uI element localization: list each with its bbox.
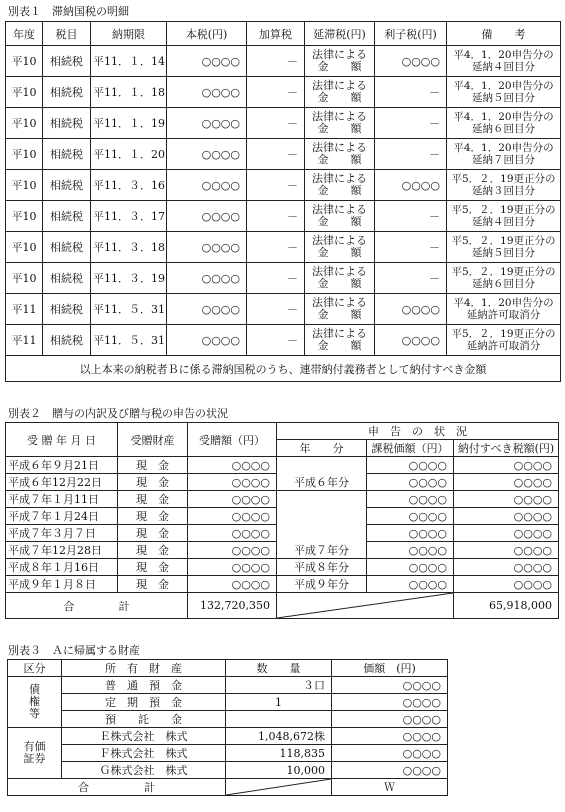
gift-property: 現 金 (118, 559, 188, 576)
gift-amount: ○○○○ (188, 491, 277, 508)
row-year: 平10 (6, 170, 43, 201)
row-delinquency-tax: 法律による 金 額 (305, 232, 375, 263)
row-due-date: 平11．１．19 (91, 108, 167, 139)
row-delinquency-tax: 法律による 金 額 (305, 139, 375, 170)
table-row (8, 711, 448, 728)
row-interest-tax: ○○○○ (375, 170, 447, 201)
row-interest-tax: － (375, 232, 447, 263)
total-diagonal-cell (277, 593, 454, 619)
header-year: 年度 (6, 22, 43, 46)
table-row (6, 139, 561, 170)
table-row (6, 108, 561, 139)
table-row (8, 745, 448, 762)
table-row (6, 170, 561, 201)
table1-caption: 別表１ 滞納国税の明細 (8, 5, 129, 18)
property-quantity: 1 (226, 694, 332, 711)
taxable-value: ○○○○ (367, 474, 454, 491)
table-row (6, 491, 559, 508)
gift-breakdown-table (5, 422, 559, 619)
property-value: ○○○○ (332, 711, 448, 728)
header-delinquency-tax: 延滞税(円) (305, 22, 375, 46)
gift-property: 現 金 (118, 508, 188, 525)
gift-property: 現 金 (118, 542, 188, 559)
row-additional-tax: － (247, 139, 305, 170)
gift-property: 現 金 (118, 457, 188, 474)
row-remarks: 平4．1．20申告分の 延納５回目分 (447, 77, 561, 108)
diagonal-line (277, 593, 453, 618)
row-interest-tax: － (375, 139, 447, 170)
row-additional-tax: － (247, 77, 305, 108)
row-due-date: 平11．５．31 (91, 294, 167, 325)
table-row (6, 294, 561, 325)
property-value: ○○○○ (332, 745, 448, 762)
total-tax-payable: 65,918,000 (454, 593, 559, 619)
row-additional-tax: － (247, 232, 305, 263)
header-principal-tax: 本税(円) (167, 22, 247, 46)
taxable-value: ○○○○ (367, 559, 454, 576)
header-tax-item: 税目 (43, 22, 91, 46)
row-due-date: 平11．３．17 (91, 201, 167, 232)
gift-property: 現 金 (118, 576, 188, 593)
gift-property: 現 金 (118, 474, 188, 491)
table1-header-row (6, 22, 561, 46)
category-claims: 債 権 等 (8, 677, 62, 728)
row-additional-tax: － (247, 46, 305, 77)
table-row (8, 677, 448, 694)
row-delinquency-tax: 法律による 金 額 (305, 170, 375, 201)
row-tax-item: 相続税 (43, 263, 91, 294)
property-name: 普 通 預 金 (62, 677, 226, 694)
row-tax-item: 相続税 (43, 108, 91, 139)
row-year: 平10 (6, 108, 43, 139)
gift-property: 現 金 (118, 491, 188, 508)
tax-year: 平成８年分 (277, 559, 367, 576)
tax-payable: ○○○○ (454, 576, 559, 593)
row-due-date: 平11．３．18 (91, 232, 167, 263)
table2-caption: 別表２ 贈与の内訳及び贈与税の申告の状況 (8, 407, 228, 420)
gift-amount: ○○○○ (188, 576, 277, 593)
row-additional-tax: － (247, 201, 305, 232)
table-row (6, 576, 559, 593)
taxable-value: ○○○○ (367, 508, 454, 525)
header-remarks: 備 考 (447, 22, 561, 46)
row-tax-item: 相続税 (43, 170, 91, 201)
header-due-date: 納期限 (91, 22, 167, 46)
row-additional-tax: － (247, 170, 305, 201)
tax-year: 平成７年分 (277, 491, 367, 559)
row-tax-item: 相続税 (43, 201, 91, 232)
table1-footer-row (6, 356, 561, 382)
row-year: 平10 (6, 232, 43, 263)
row-due-date: 平11．３．16 (91, 170, 167, 201)
row-remarks: 平4．1．20申告分の 延納６回目分 (447, 108, 561, 139)
header-gift-amount: 受贈額（円） (188, 423, 277, 457)
header-tax-year: 年 分 (277, 440, 367, 457)
row-delinquency-tax: 法律による 金 額 (305, 263, 375, 294)
row-tax-item: 相続税 (43, 232, 91, 263)
gift-date: 平成７年12月28日 (6, 542, 118, 559)
total-value: Ｗ (332, 779, 448, 796)
row-year: 平11 (6, 294, 43, 325)
total-diagonal-cell (226, 779, 332, 796)
table-row (6, 263, 561, 294)
tax-payable: ○○○○ (454, 491, 559, 508)
row-delinquency-tax: 法律による 金 額 (305, 46, 375, 77)
row-tax-item: 相続税 (43, 294, 91, 325)
gift-date: 平成６年12月22日 (6, 474, 118, 491)
gift-date: 平成６年９月21日 (6, 457, 118, 474)
table3-caption: 別表３ Ａに帰属する財産 (8, 644, 140, 657)
gift-amount: ○○○○ (188, 559, 277, 576)
property-quantity (226, 711, 332, 728)
tax-year: 平成６年分 (277, 457, 367, 491)
tax-payable: ○○○○ (454, 508, 559, 525)
property-name: Ｅ株式会社 株式 (62, 728, 226, 745)
tax-year: 平成９年分 (277, 576, 367, 593)
gift-amount: ○○○○ (188, 474, 277, 491)
row-additional-tax: － (247, 263, 305, 294)
row-principal-tax: ○○○○ (167, 77, 247, 108)
header-quantity: 数 量 (226, 660, 332, 677)
total-label: 合 計 (8, 779, 226, 796)
total-gift-amount: 132,720,350 (188, 593, 277, 619)
total-label: 合 計 (6, 593, 188, 619)
table2-total-row (6, 593, 559, 619)
row-tax-item: 相続税 (43, 46, 91, 77)
tax-payable: ○○○○ (454, 542, 559, 559)
row-principal-tax: ○○○○ (167, 232, 247, 263)
table-row (6, 46, 561, 77)
property-quantity: 10,000 (226, 762, 332, 779)
table2-header-row-1 (6, 423, 559, 440)
table-row (8, 762, 448, 779)
taxable-value: ○○○○ (367, 457, 454, 474)
gift-date: 平成７年３月７日 (6, 525, 118, 542)
row-remarks: 平4．1．20申告分の 延納７回目分 (447, 139, 561, 170)
gift-amount: ○○○○ (188, 508, 277, 525)
row-year: 平11 (6, 325, 43, 356)
table-row (6, 457, 559, 474)
property-table (7, 659, 448, 796)
gift-date: 平成９年１月８日 (6, 576, 118, 593)
tax-payable: ○○○○ (454, 457, 559, 474)
row-interest-tax: － (375, 201, 447, 232)
row-tax-item: 相続税 (43, 139, 91, 170)
taxable-value: ○○○○ (367, 542, 454, 559)
gift-amount: ○○○○ (188, 457, 277, 474)
delinquent-tax-table (5, 21, 561, 382)
row-remarks: 平4．1．20申告分の 延納許可取消分 (447, 294, 561, 325)
row-principal-tax: ○○○○ (167, 139, 247, 170)
property-value: ○○○○ (332, 694, 448, 711)
row-interest-tax: － (375, 77, 447, 108)
property-name: 預 託 金 (62, 711, 226, 728)
row-principal-tax: ○○○○ (167, 201, 247, 232)
gift-date: 平成８年１月16日 (6, 559, 118, 576)
row-remarks: 平4．1．20申告分の 延納４回目分 (447, 46, 561, 77)
tax-payable: ○○○○ (454, 559, 559, 576)
row-principal-tax: ○○○○ (167, 325, 247, 356)
row-year: 平10 (6, 201, 43, 232)
gift-date: 平成７年１月11日 (6, 491, 118, 508)
table3-header-row (8, 660, 448, 677)
gift-date: 平成７年１月24日 (6, 508, 118, 525)
row-interest-tax: ○○○○ (375, 325, 447, 356)
row-delinquency-tax: 法律による 金 額 (305, 77, 375, 108)
row-year: 平10 (6, 46, 43, 77)
row-principal-tax: ○○○○ (167, 170, 247, 201)
header-category: 区分 (8, 660, 62, 677)
table-row (6, 559, 559, 576)
row-principal-tax: ○○○○ (167, 263, 247, 294)
gift-amount: ○○○○ (188, 542, 277, 559)
row-delinquency-tax: 法律による 金 額 (305, 325, 375, 356)
row-principal-tax: ○○○○ (167, 294, 247, 325)
row-remarks: 平5．２．19更正分の 延納許可取消分 (447, 325, 561, 356)
row-additional-tax: － (247, 294, 305, 325)
row-tax-item: 相続税 (43, 77, 91, 108)
row-remarks: 平5．２．19更正分の 延納３回目分 (447, 170, 561, 201)
row-due-date: 平11．１．18 (91, 77, 167, 108)
property-quantity: 1,048,672株 (226, 728, 332, 745)
row-due-date: 平11．１．20 (91, 139, 167, 170)
row-year: 平10 (6, 77, 43, 108)
tax-payable: ○○○○ (454, 474, 559, 491)
taxable-value: ○○○○ (367, 491, 454, 508)
row-additional-tax: － (247, 325, 305, 356)
taxable-value: ○○○○ (367, 525, 454, 542)
row-due-date: 平11．１．14 (91, 46, 167, 77)
property-quantity: ３口 (226, 677, 332, 694)
table-row (6, 201, 561, 232)
row-year: 平10 (6, 263, 43, 294)
row-year: 平10 (6, 139, 43, 170)
header-interest-tax: 利子税(円) (375, 22, 447, 46)
taxable-value: ○○○○ (367, 576, 454, 593)
row-additional-tax: － (247, 108, 305, 139)
header-additional-tax: 加算税 (247, 22, 305, 46)
row-tax-item: 相続税 (43, 325, 91, 356)
row-delinquency-tax: 法律による 金 額 (305, 201, 375, 232)
row-interest-tax: ○○○○ (375, 294, 447, 325)
table-row (8, 728, 448, 745)
row-due-date: 平11．５．31 (91, 325, 167, 356)
row-remarks: 平5．２．19更正分の 延納４回目分 (447, 201, 561, 232)
category-securities: 有価 証券 (8, 728, 62, 779)
row-due-date: 平11．３．19 (91, 263, 167, 294)
table-row (8, 694, 448, 711)
gift-property: 現 金 (118, 525, 188, 542)
header-gift-date: 受 贈 年 月 日 (6, 423, 118, 457)
table-row (6, 77, 561, 108)
header-taxable-value: 課税価額（円） (367, 440, 454, 457)
row-interest-tax: － (375, 108, 447, 139)
row-principal-tax: ○○○○ (167, 108, 247, 139)
row-remarks: 平5．２．19更正分の 延納６回目分 (447, 263, 561, 294)
row-delinquency-tax: 法律による 金 額 (305, 108, 375, 139)
header-value: 価額 (円) (332, 660, 448, 677)
header-property: 所 有 財 産 (62, 660, 226, 677)
row-delinquency-tax: 法律による 金 額 (305, 294, 375, 325)
table3-total-row (8, 779, 448, 796)
header-filing-status: 申 告 の 状 況 (277, 423, 559, 440)
table1-footer-note: 以上本来の納税者Ｂに係る滞納国税のうち、連帯納付義務者として納付すべき金額 (6, 356, 561, 382)
row-interest-tax: ○○○○ (375, 46, 447, 77)
row-principal-tax: ○○○○ (167, 46, 247, 77)
row-remarks: 平5．２．19更正分の 延納５回目分 (447, 232, 561, 263)
property-value: ○○○○ (332, 762, 448, 779)
tax-payable: ○○○○ (454, 525, 559, 542)
property-name: 定 期 預 金 (62, 694, 226, 711)
property-value: ○○○○ (332, 728, 448, 745)
property-value: ○○○○ (332, 677, 448, 694)
table-row (6, 232, 561, 263)
diagonal-line (226, 779, 331, 795)
property-name: Ｇ株式会社 株式 (62, 762, 226, 779)
gift-amount: ○○○○ (188, 525, 277, 542)
property-quantity: 118,835 (226, 745, 332, 762)
table-row (6, 325, 561, 356)
row-interest-tax: － (375, 263, 447, 294)
header-tax-payable: 納付すべき税額(円) (454, 440, 559, 457)
header-gift-property: 受贈財産 (118, 423, 188, 457)
property-name: Ｆ株式会社 株式 (62, 745, 226, 762)
